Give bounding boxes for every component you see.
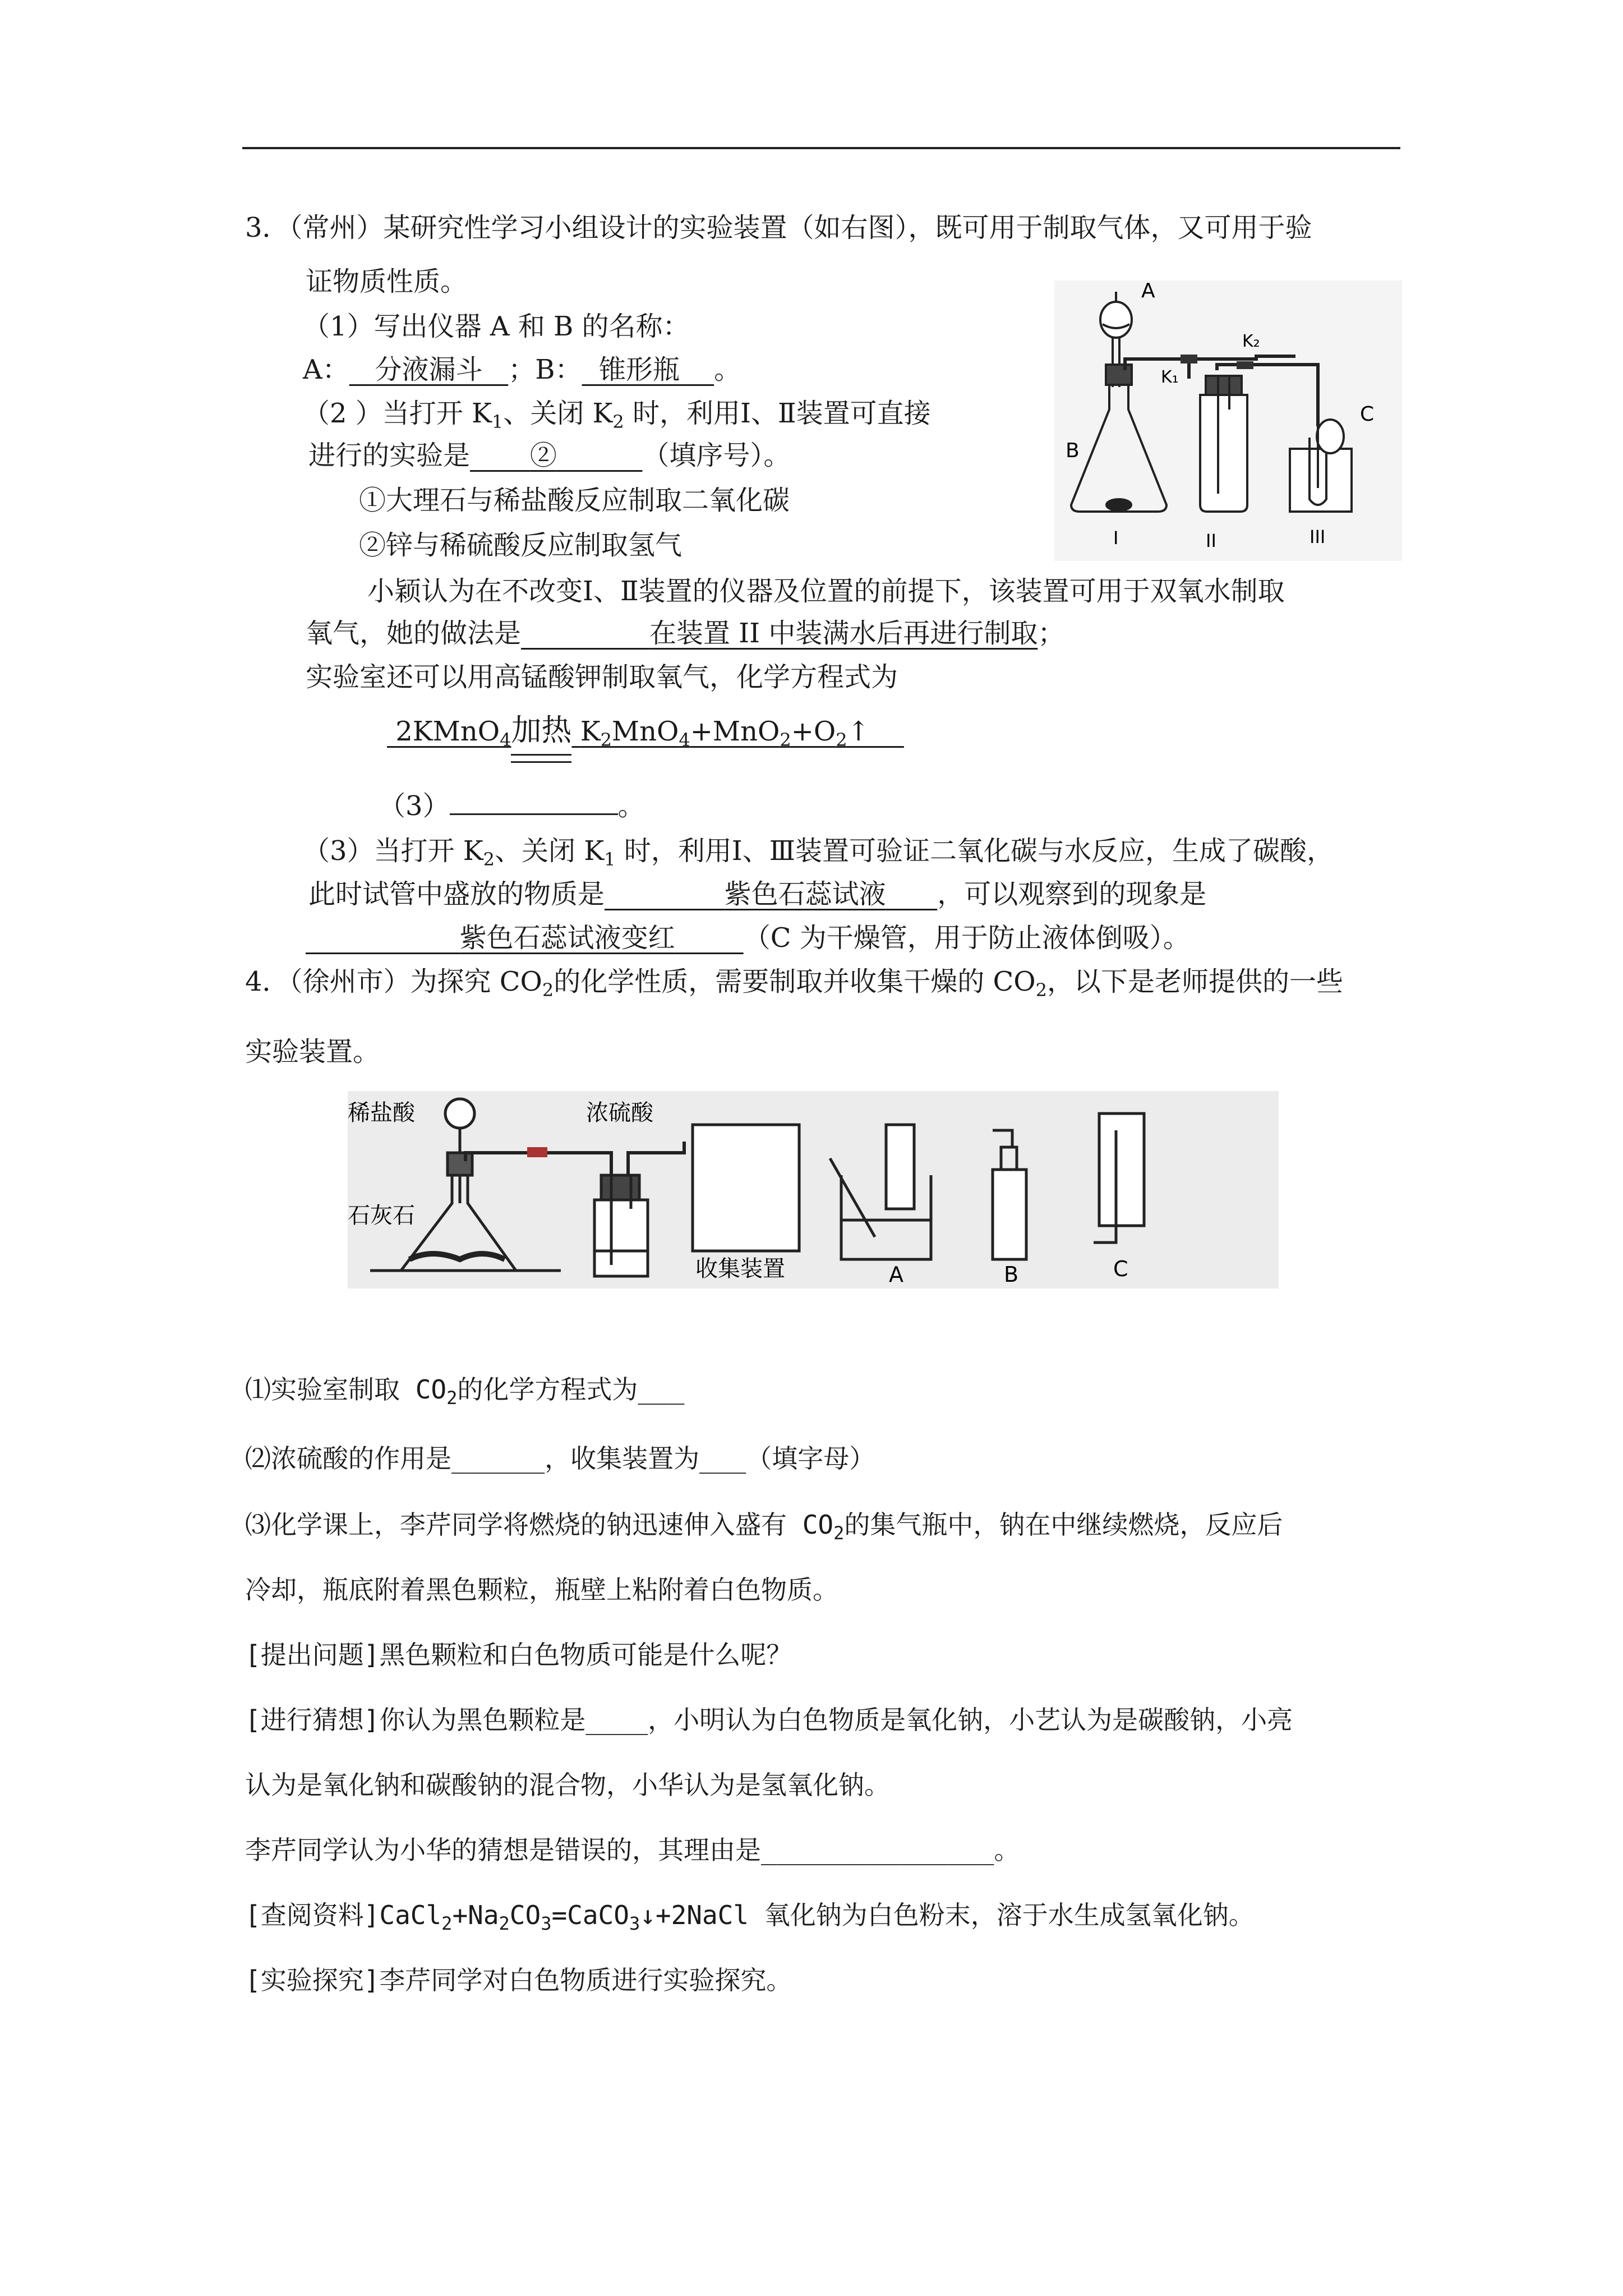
q3-part3-line3: 紫色石蕊试液变红 （C 为干燥管，用于防止液体倒吸）。 (306, 920, 1190, 956)
q3-equation-condition: 加热 (511, 712, 571, 748)
label-C: C (1113, 1257, 1128, 1281)
q3-apparatus-figure (1054, 280, 1402, 561)
gas-jar-C-icon (1094, 1114, 1144, 1243)
label-conc-h2so4: 浓硫酸 (586, 1100, 653, 1126)
q3-part3-answer2: 紫色石蕊试液变红 (459, 922, 675, 954)
q3-a-prefix: A： (303, 354, 349, 385)
q3-option2: ②锌与稀硫酸反应制取氢气 (359, 530, 683, 561)
q4-sub3-line1: ⑶化学课上，李芹同学将燃烧的钠迅速伸入盛有 $CO_2$的集气瓶中，钠在中继续燃烧，反应后 (245, 1510, 1283, 1544)
pinch-clamp-icon (527, 1147, 547, 1157)
q3-b-answer: 锥形瓶 (599, 354, 680, 385)
q4-ask-question: [提出问题]黑色颗粒和白色物质可能是什么呢？ (245, 1640, 792, 1670)
q3-kmno4-line: 实验室还可以用高锰酸钾制取氧气，化学方程式为 (306, 661, 898, 693)
q4-intro-line1: 4．（徐州市）为探究 $CO_2$的化学性质，需要制取并收集干燥的 $CO_2$，以下是老师提供的一些 (245, 966, 1343, 1001)
q3-intro-line1: 3．（常州）某研究性学习小组设计的实验装置（如右图），既可用于制取气体，又可用于验 (245, 212, 1312, 243)
q3-intro-line2: 证物质性质。 (306, 266, 468, 297)
q4-sub1: ⑴实验室制取 $CO_2$的化学方程式为___ (245, 1374, 685, 1409)
q3-equation: 2KMnO$_4$加热 $K_2MnO_4+MnO_2+O_2↑$ (387, 712, 904, 763)
q4-apparatus-figure (348, 1091, 1279, 1289)
q3-part3a-line: （3） 。 (379, 790, 645, 822)
q4-explore: [实验探究]李芹同学对白色物质进行实验探究。 (245, 1965, 792, 1995)
q3-part2-line1: （2 ）当打开 $K_1$、关闭 $K_2$ 时，利用Ⅰ、Ⅱ装置可直接 (303, 398, 931, 432)
q3-part3-answer1: 紫色石蕊试液 (724, 878, 886, 910)
label-A: A (889, 1262, 903, 1287)
q3-xiaoying-answer: 在装置 II 中装满水后再进行制取 (649, 618, 1038, 649)
label-B: B (1066, 439, 1080, 462)
wash-bottle-icon (594, 1175, 648, 1276)
q4-intro-line2: 实验装置。 (245, 1036, 380, 1068)
label-dilute-hcl: 稀盐酸 (348, 1100, 415, 1126)
label-C: C (1360, 403, 1375, 426)
q4-reason: 李芹同学认为小华的猜想是错误的，其理由是_______________。 (245, 1835, 1020, 1865)
label-B: B (1004, 1262, 1019, 1287)
label-III: III (1310, 526, 1326, 547)
q3-b-prefix: ；B： (508, 354, 582, 385)
q4-sub2: ⑵浓硫酸的作用是______，收集装置为___（填字母） (245, 1443, 875, 1474)
header-rule (242, 147, 1400, 149)
q4-guess-line1: [进行猜想]你认为黑色颗粒是____，小明认为白色物质是氧化钠，小艺认为是碳酸钠，小亮 (245, 1705, 1293, 1735)
q4-sub3-line2: 冷却，瓶底附着黑色颗粒，瓶壁上粘附着白色物质。 (245, 1575, 838, 1605)
q4-reference: [查阅资料]$CaCl_2+Na_2CO_3=CaCO_3↓+2NaCl$ 氧化钠为白色粉末，溶于水生成氢氧化钠。 (245, 1900, 1255, 1934)
q3-part1-answer-line: A： 分液漏斗 ；B： 锥形瓶 。 (303, 354, 741, 385)
q3-part2-line2: 进行的实验是 ② （填序号）。 (308, 440, 791, 471)
q3-part3-line1: （3）当打开 $K_2$、关闭 $K_1$ 时，利用Ⅰ、Ⅲ装置可验证二氧化碳与水反应，生成了碳酸， (303, 835, 1334, 870)
q3-option1: ①大理石与稀盐酸反应制取二氧化碳 (359, 485, 790, 516)
q3-xiaoying-line1: 小颖认为在不改变Ⅰ、Ⅱ装置的仪器及位置的前提下，该装置可用于双氧水制取 (367, 576, 1285, 607)
q3-xiaoying-line2: 氧气，她的做法是 在装置 II 中装满水后再进行制取； (306, 618, 1065, 649)
q3-a-answer: 分液漏斗 (375, 354, 483, 385)
label-A: A (1141, 280, 1155, 302)
label-II: II (1206, 530, 1216, 551)
collection-box (693, 1125, 799, 1251)
label-K2: K₂ (1242, 332, 1260, 351)
q3-part2-answer: ② (529, 440, 557, 471)
clamp-K1-icon (1181, 355, 1197, 364)
label-K1: K₁ (1161, 367, 1179, 387)
q3-part1-label: （1）写出仪器 A 和 B 的名称： (303, 311, 690, 342)
clamp-K2-icon (1237, 361, 1253, 369)
q3-part3-line2: 此时试管中盛放的物质是 紫色石蕊试液 ，可以观察到的现象是 (308, 878, 1207, 910)
label-I: I (1113, 527, 1119, 549)
label-collection: 收集装置 (695, 1256, 785, 1282)
gas-bottle-icon (1200, 376, 1247, 512)
q4-guess-line2: 认为是氧化钠和碳酸钠的混合物，小华认为是氢氧化钠。 (245, 1770, 890, 1800)
label-limestone: 石灰石 (348, 1203, 415, 1228)
